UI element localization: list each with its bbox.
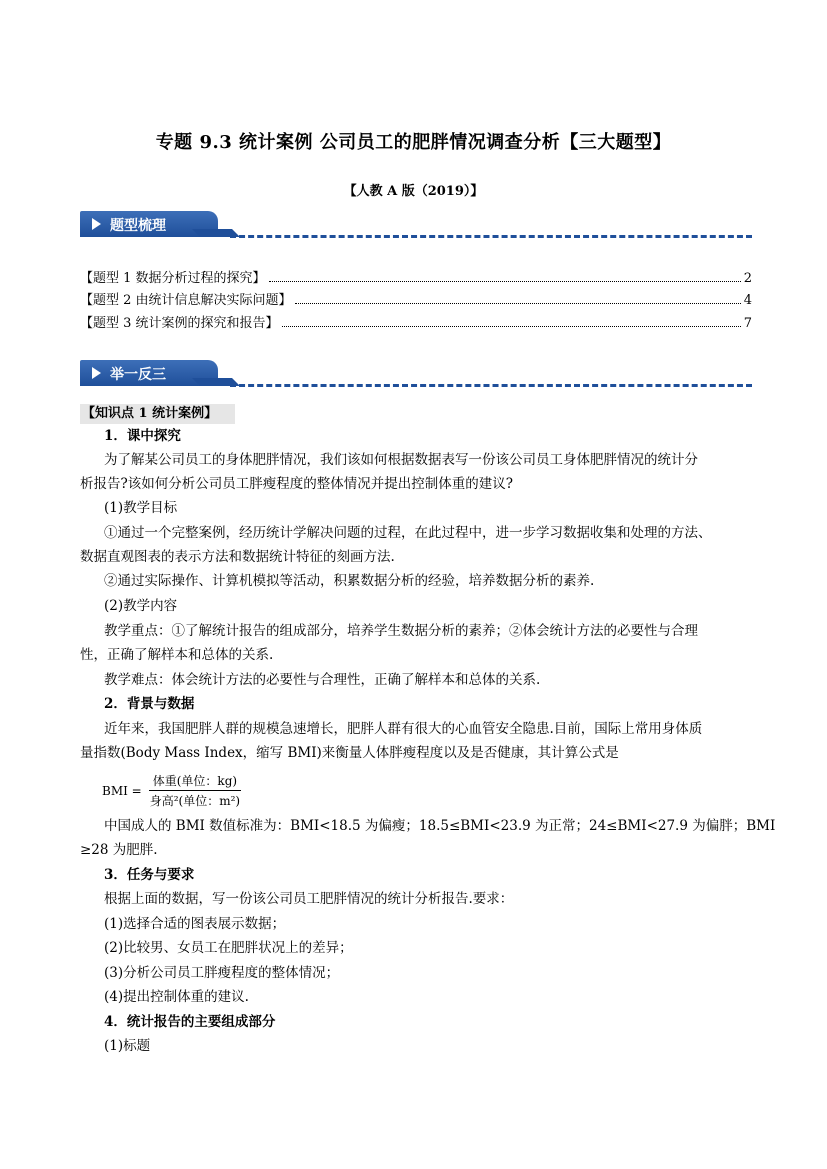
banner-label: 题型梳理 bbox=[110, 218, 166, 234]
play-triangle-icon bbox=[92, 367, 101, 379]
paragraph: 中国成人的 BMI 数值标准为：BMI<18.5 为偏瘦；18.5≤BMI<23.9 为正常；24≤BMI<27.9 为偏胖；BMI bbox=[104, 818, 776, 834]
section-heading: 3．任务与要求 bbox=[104, 867, 195, 883]
document-title: 专题 9.3 统计案例 公司员工的肥胖情况调查分析【三大题型】 bbox=[155, 132, 672, 153]
paragraph: ≥28 为肥胖. bbox=[80, 842, 158, 858]
list-item: (1)选择合适的图表展示数据； bbox=[104, 916, 286, 932]
dashed-rule bbox=[230, 384, 752, 387]
toc-entry[interactable]: 【题型 3 统计案例的探究和报告】 7 bbox=[80, 316, 752, 331]
paragraph: 量指数(Body Mass Index，缩写 BMI)来衡量人体胖瘦程度以及是否健康，其计算公式是 bbox=[80, 745, 619, 761]
paragraph: ②通过实际操作、计算机模拟等活动，积累数据分析的经验，培养数据分析的素养. bbox=[104, 573, 595, 589]
paragraph: 近年来，我国肥胖人群的规模急速增长，肥胖人群有很大的心血管安全隐患.目前，国际上常用身体质 bbox=[104, 721, 703, 737]
toc-entry[interactable]: 【题型 2 由统计信息解决实际问题】 4 bbox=[80, 293, 752, 308]
toc-entry[interactable]: 【题型 1 数据分析过程的探究】 2 bbox=[80, 271, 752, 286]
banner-label: 举一反三 bbox=[110, 367, 166, 383]
subheading: (1)教学目标 bbox=[104, 500, 178, 516]
list-item: (3)分析公司员工胖瘦程度的整体情况； bbox=[104, 965, 340, 981]
paragraph: 根据上面的数据，写一份该公司员工肥胖情况的统计分析报告.要求： bbox=[104, 891, 514, 907]
paragraph: ①通过一个完整案例，经历统计学解决问题的过程，在此过程中，进一步学习数据收集和处理的方法、 bbox=[104, 525, 712, 541]
section-heading: 2．背景与数据 bbox=[104, 696, 195, 712]
textbook-edition: 【人教 A 版（2019）】 bbox=[343, 184, 484, 199]
bmi-formula: BMI = $\frac{\text{体重(单位：kg)}}{\text{身高²(单位：m²)}}$ bbox=[102, 772, 244, 809]
subheading: (2)教学内容 bbox=[104, 598, 178, 614]
paragraph: 教学难点：体会统计方法的必要性与合理性，正确了解样本和总体的关系. bbox=[104, 672, 541, 688]
paragraph: 为了解某公司员工的身体肥胖情况，我们该如何根据数据表写一份该公司员工身体肥胖情况的统计分 bbox=[104, 452, 698, 468]
play-triangle-icon bbox=[92, 218, 101, 230]
list-item: (4)提出控制体重的建议. bbox=[104, 989, 249, 1005]
formula-denominator: 身高²(单位：m²) bbox=[149, 794, 241, 808]
paragraph: 数据直观图表的表示方法和数据统计特征的刻画方法. bbox=[80, 549, 395, 565]
paragraph: 教学重点：①了解统计报告的组成部分，培养学生数据分析的素养；②体会统计方法的必要性与合理 bbox=[104, 623, 698, 639]
list-item: (2)比较男、女员工在肥胖状况上的差异； bbox=[104, 940, 353, 956]
knowledge-point-label: 【知识点 1 统计案例】 bbox=[80, 404, 235, 424]
dashed-rule bbox=[230, 235, 752, 238]
section-heading: 4．统计报告的主要组成部分 bbox=[104, 1014, 276, 1030]
section-heading: 1．课中探究 bbox=[104, 428, 181, 444]
list-item: (1)标题 bbox=[104, 1038, 151, 1054]
formula-numerator: 体重(单位：kg) bbox=[149, 772, 241, 791]
paragraph: 析报告?该如何分析公司员工胖瘦程度的整体情况并提出控制体重的建议? bbox=[80, 476, 513, 492]
paragraph: 性，正确了解样本和总体的关系. bbox=[80, 647, 274, 663]
